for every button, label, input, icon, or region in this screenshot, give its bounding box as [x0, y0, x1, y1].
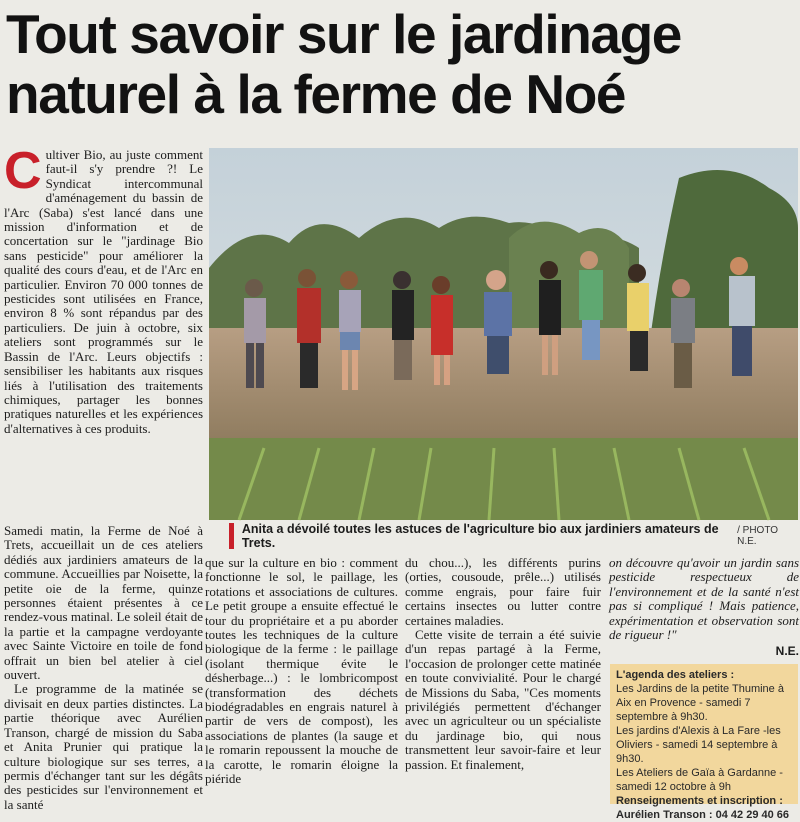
agenda-item: Les Jardins de la petite Thumine à Aix en Provence - samedi 7 septembre à 9h30.: [616, 683, 784, 723]
caption-text: Anita a dévoilé toutes les astuces de l'agriculture bio aux jardiniers amateurs de Trets.: [241, 522, 719, 550]
agenda-title: L'agenda des ateliers :: [616, 669, 735, 681]
drop-cap: C: [4, 142, 42, 200]
agenda-contact: Renseignements et inscription : Aurélien Transon : 04 42 29 40 66: [616, 795, 790, 821]
headline: [6, 4, 796, 124]
author-signature: N.E.: [775, 644, 799, 659]
headline-line-1: Tout savoir sur le jardinage: [6, 3, 681, 65]
agenda-item: Les Ateliers de Gaïa à Gardanne - samedi 12 octobre à 9h: [616, 767, 783, 793]
article-paragraph: Samedi matin, la Ferme de Noé à Trets, accueillait un de ces ateliers dédiés aux jardiniers amateurs de la commune. Accueillies par Noisette, la petite oie de la ferme, quinze personnes étaient présentes à ce rendez-vous matinal. Le soleil était de la partie et la campagne verdoyante avec Sainte Victoire en toile de fond offrait un bien bel atelier à ciel ouvert.: [4, 523, 203, 683]
article-photo: [209, 148, 798, 520]
article-column-3: [405, 556, 601, 810]
agenda-box: [610, 664, 798, 821]
photo-caption: [209, 522, 798, 550]
article-paragraph: que sur la culture en bio : comment fonctionne le sol, le paillage, les rotations et associations de cultures. Le petit groupe a ensuite effectué le tour du propriétaire et a pu aborder toutes les techniques de la culture biologique de la ferme : le paillage (isolant thermique évite le désherbage...) : le lombricompost (transformation des déchets biodégradables en engrais naturel à partir de vers de compost), les associations de plantes (la sauge et le romarin repoussent la mouche de la carotte, le romarin éloigne la piéride: [205, 555, 398, 787]
article-column-4: [609, 556, 799, 659]
headline-line-2: naturel à la ferme de Noé: [6, 63, 626, 125]
article-paragraph: Cette visite de terrain a été suivie d'un repas partagé à la Ferme, l'occasion de prolonger cette matinée en toute convivialité. Pour le chargé de Missions du Saba, "Ces moments privilégiés permettent d'échanger avec un agriculteur ou un spécialiste du jardinage bio, qui nous transmettent leur savoir-faire et leur passion. Et finalement,: [405, 627, 601, 772]
agenda-item: Les jardins d'Alexis à La Fare -les Oliviers - samedi 14 septembre à 9h30.: [616, 725, 781, 765]
article-quote: on découvre qu'avoir un jardin sans pesticide respectueux de l'environnement et de la santé n'est pas si compliqué ! Mais patience, expérimentation et observation sont de rigueur !": [609, 555, 799, 643]
article-paragraph: Le programme de la matinée se divisait en deux parties distinctes. La partie théorique avec Aurélien Transon, chargé de mission du Saba et Anita Prunier qui pratique la culture biologique sur ses terres, a permis d'échanger tant sur les dégâts des pesticides sur l'environnement et la santé: [4, 681, 203, 812]
farm-workshop-photo: [209, 148, 798, 520]
article-column-1-continued: [4, 524, 203, 810]
article-paragraph: du chou...), les différents purins (orties, cousoude, prêle...) utilisés comme engrais, pour faire fuir certains insectes ou lutter contre certaines maladies.: [405, 555, 601, 628]
article-column-1: [4, 142, 203, 436]
article-text: ultiver Bio, au juste comment faut-il s'y prendre ?! Le Syndicat intercommunal d'aménagement du bassin de l'Arc (Saba) s'est lancé dans une mission d'information et de concertation sur le "jardinage Bio sans pesticide" pour améliorer la qualité des cours d'eau, et de l'Arc en particulier. Environ 70 000 tonnes de pesticides sont utilisées en France, environ 8 % sont répandus par des particuliers. De juin à octobre, six ateliers sont programmés sur le Bassin de l'Arc. Leurs objectifs : sensibiliser les habitants aux risques liés à l'utilisation des traitements chimiques, partager les bonnes pratiques naturelles et les expériences d'alternatives à ces produits.: [4, 147, 203, 436]
article-paragraph: [4, 142, 203, 436]
photo-credit: / PHOTO N.E.: [737, 525, 779, 547]
article-column-2: [205, 556, 398, 810]
caption-accent-bar: [229, 523, 234, 549]
